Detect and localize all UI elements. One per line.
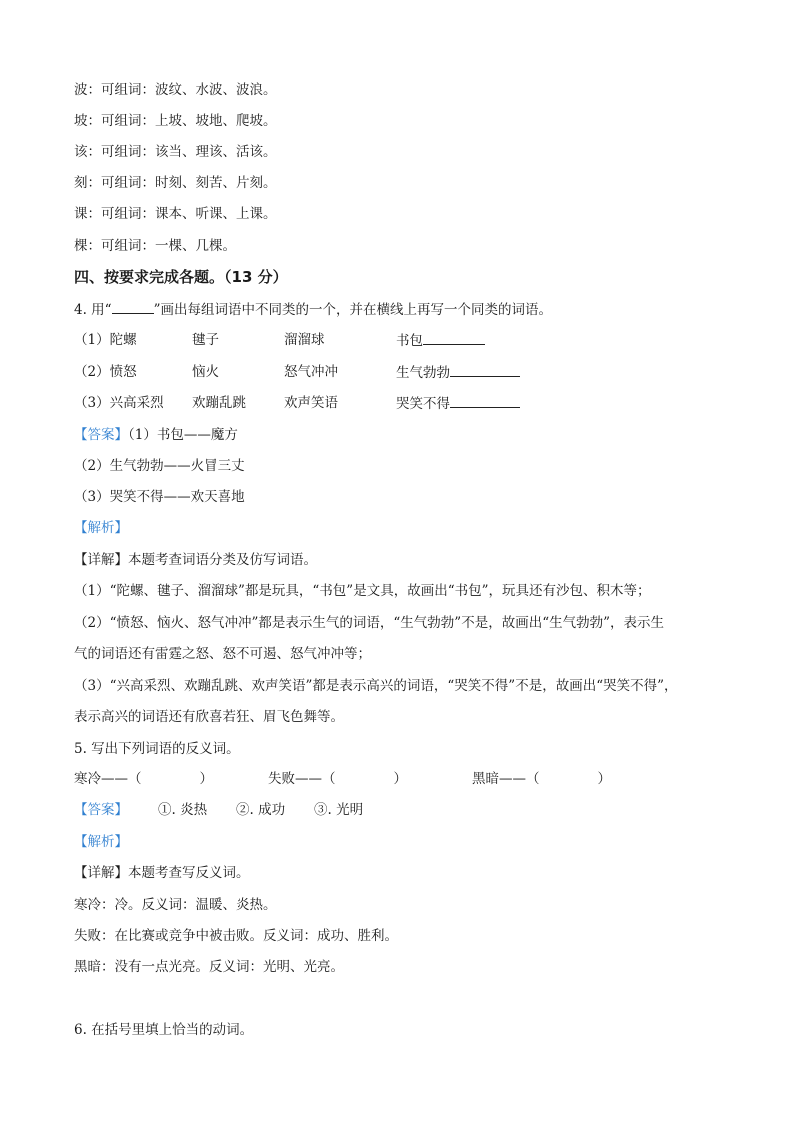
paren-close: ） (199, 771, 213, 787)
option-word-with-blank (396, 362, 520, 383)
detail-line: （2）“愤怒、恼火、怒气冲冲”都是表示生气的词语，“生气勃勃”不是，故画出“生气勃勃”，表示生 (74, 615, 664, 631)
detail-line: 失败：在比赛或竞争中被击败。反义词：成功、胜利。 (74, 928, 398, 944)
option-word: 欢声笑语 (284, 395, 338, 411)
word-group-line: 课：可组词：课本、听课、上课。 (74, 206, 277, 222)
paren-close: ） (597, 771, 611, 787)
answer-text: ①. 炎热 (158, 802, 208, 818)
option-word: 哭笑不得 (396, 396, 450, 412)
word-group-line: 刻：可组词：时刻、刻苦、片刻。 (74, 175, 277, 191)
option-word: （1）陀螺 (74, 332, 137, 348)
option-word: 怒气冲冲 (284, 364, 338, 380)
stem-suffix: ”画出每组词语中不同类的一个，并在横线上再写一个同类的词语。 (153, 302, 552, 318)
answer-text: ②. 成功 (236, 802, 286, 818)
analysis-tag: 【解析】 (74, 520, 128, 536)
answer-line: （2）生气勃勃——火冒三丈 (74, 458, 245, 474)
underline-blank (112, 299, 154, 314)
answer-blank (450, 362, 520, 377)
option-word: 毽子 (192, 332, 219, 348)
detail-intro-line (74, 550, 760, 570)
antonym-item (74, 769, 213, 789)
option-word: 书包 (396, 333, 423, 349)
option-word: 溜溜球 (284, 332, 325, 348)
antonym-word: 黑暗——（ (472, 771, 540, 787)
word-group-line: 坡：可组词：上坡、坡地、爬坡。 (74, 113, 277, 129)
answer-blank (450, 393, 520, 408)
answer-tag: 【答案】 (74, 802, 128, 818)
detail-line: 表示高兴的词语还有欣喜若狂、眉飞色舞等。 (74, 709, 344, 725)
detail-line: 气的词语还有雷霆之怒、怒不可遏、怒气冲冲等； (74, 646, 371, 662)
option-word-with-blank (396, 393, 520, 414)
detail-line: 寒冷：冷。反义词：温暖、炎热。 (74, 897, 277, 913)
stem-prefix: 4. 用“ (74, 302, 112, 318)
paren-close: ） (393, 771, 407, 787)
word-group-line: 棵：可组词：一棵、几棵。 (74, 238, 236, 254)
antonym-word: 失败——（ (268, 771, 336, 787)
option-word: 生气勃勃 (396, 365, 450, 381)
answer-blank (423, 330, 485, 345)
question-6-stem: 6. 在括号里填上恰当的动词。 (74, 1022, 254, 1038)
question-5-stem: 5. 写出下列词语的反义词。 (74, 741, 240, 757)
antonym-item (472, 769, 611, 789)
detail-intro: 本题考查写反义词。 (128, 865, 250, 881)
detail-line: 黑暗：没有一点光亮。反义词：光明、光亮。 (74, 959, 344, 975)
answer-line (74, 425, 760, 445)
option-word: （3）兴高采烈 (74, 395, 164, 411)
option-word: （2）愤怒 (74, 364, 137, 380)
antonym-word: 寒冷——（ (74, 771, 142, 787)
word-group-line: 该：可组词：该当、理该、活该。 (74, 144, 277, 160)
section-heading: 四、按要求完成各题。（13 分） (74, 268, 288, 286)
analysis-tag: 【解析】 (74, 834, 128, 850)
detail-line: （1）“陀螺、毽子、溜溜球”都是玩具，“书包”是文具，故画出“书包”，玩具还有沙包、积木等； (74, 583, 651, 599)
option-word: 欢蹦乱跳 (192, 395, 246, 411)
option-word-with-blank (396, 330, 485, 351)
answer-tag: 【答案】 (74, 427, 128, 443)
option-word: 恼火 (192, 364, 219, 380)
detail-tag: 【详解】 (74, 552, 128, 568)
detail-line: （3）“兴高采烈、欢蹦乱跳、欢声笑语”都是表示高兴的词语，“哭笑不得”不是，故画出“哭笑不得”， (74, 678, 678, 694)
answer-text: ③. 光明 (314, 802, 364, 818)
antonym-item (268, 769, 407, 789)
detail-tag: 【详解】 (74, 865, 128, 881)
detail-intro: 本题考查词语分类及仿写词语。 (128, 552, 317, 568)
question-4-stem (74, 299, 760, 320)
answer-text: （1）书包——魔方 (128, 427, 238, 443)
answer-line: （3）哭笑不得——欢天喜地 (74, 489, 245, 505)
detail-intro-line (74, 863, 760, 883)
word-group-line: 波：可组词：波纹、水波、波浪。 (74, 82, 277, 98)
